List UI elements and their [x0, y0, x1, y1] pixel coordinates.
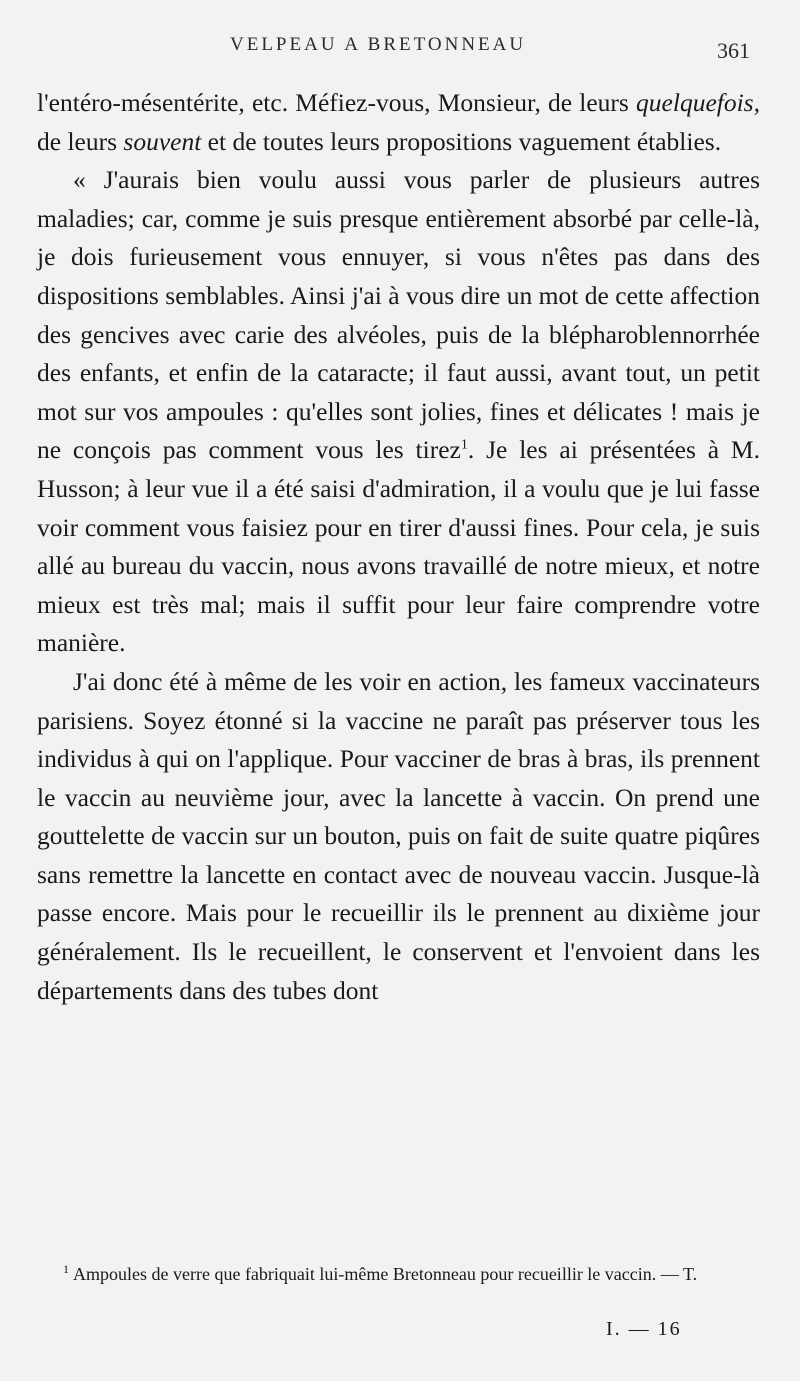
- page-number: 361: [717, 38, 750, 63]
- footnote: [37, 1262, 762, 1287]
- text-run: l'entéro-mésentérite, etc. Méfiez-vous, Monsieur, de leurs: [37, 88, 637, 117]
- footnote-reference: 1: [460, 437, 468, 453]
- paragraph: [37, 84, 760, 161]
- footnote-marker: 1: [63, 1262, 69, 1276]
- text-run: « J'aurais bien voulu aussi vous parler de plusieurs autres maladies; car, comme je suis presque entièrement absorbé par celle-là, je dois furieusement vous ennuyer, si vous n'êtes pas dans des dispositions semblables. Ainsi j'ai à vous dire un mot de cette affection des gencives avec carie des alvéoles, puis de la blépharoblennorrhée des enfants, et enfin de la cataracte; il faut aussi, avant tout, un petit mot sur vos ampoules : qu'elles sont jolies, fines et délicates ! mais je ne conçois pas comment vous les tirez: [37, 165, 760, 465]
- text-run: . Je les ai présentées à M. Husson; à leur vue il a été saisi d'admiration, il a voulu que je lui fasse voir comment vous faisiez pour en tirer d'aussi fines. Pour cela, je suis allé au bureau du vaccin, nous avons travaillé de notre mieux, et notre mieux est très mal; mais il suffit pour leur faire comprendre votre manière.: [37, 435, 760, 658]
- body-text: [37, 84, 760, 1010]
- running-title: VELPEAU A BRETONNEAU: [230, 34, 527, 55]
- italic-text: quelquefois,: [636, 88, 760, 117]
- footnote-text: Ampoules de verre que fabriquait lui-même Bretonneau pour recueillir le vaccin. — T.: [73, 1264, 698, 1284]
- signature-mark: I. — 16: [606, 1318, 682, 1340]
- text-run: de leurs: [37, 126, 124, 156]
- paragraph: [37, 663, 760, 1010]
- text-run: J'ai donc été à même de les voir en action, les fameux vaccinateurs parisiens. Soyez étonné si la vaccine ne paraît pas préserver tous les individus à qui on l'applique. Pour vacciner de bras à bras, ils prennent le vaccin au neuvième jour, avec la lancette à vaccin. On prend une gouttelette de vaccin sur un bouton, puis on fait de suite quatre piqûres sans remettre la lancette en contact avec de nouveau vaccin. Jusque-là passe encore. Mais pour le recueillir ils le prennent au dixième jour généralement. Ils le recueillent, le conservent et l'envoient dans les départements dans des tubes dont: [37, 666, 760, 1005]
- italic-text: souvent: [123, 126, 202, 156]
- text-run: et de toutes leurs propositions vaguement établies.: [201, 126, 722, 156]
- paragraph: [37, 161, 760, 663]
